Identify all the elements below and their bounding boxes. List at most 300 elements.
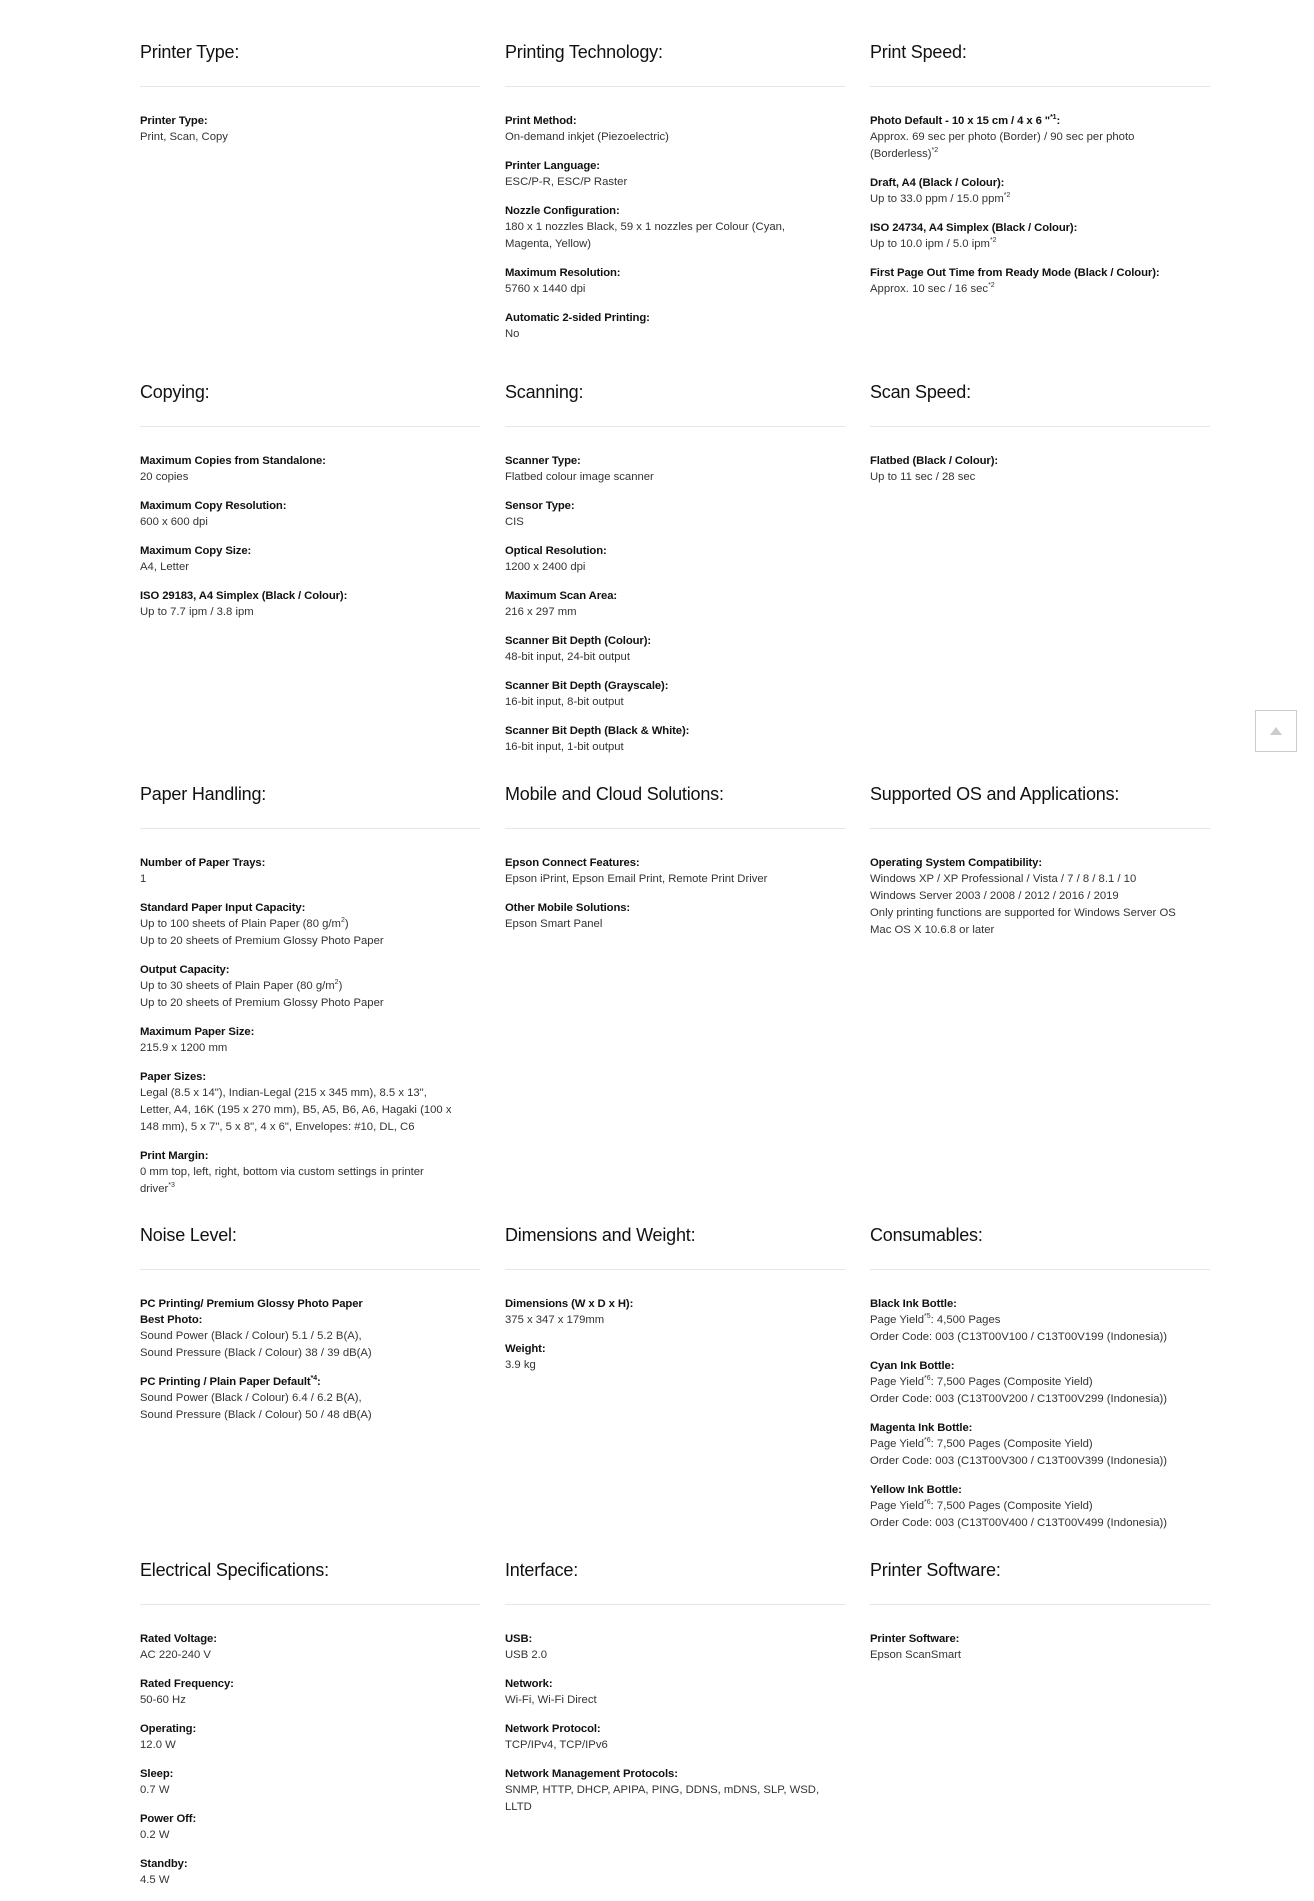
section-divider bbox=[870, 426, 1210, 427]
spec-item bbox=[140, 855, 480, 888]
spec-label bbox=[505, 453, 845, 469]
spec-item bbox=[140, 113, 480, 146]
section-divider bbox=[140, 426, 480, 427]
section-divider bbox=[870, 828, 1210, 829]
spec-value: Up to 7.7 ipm / 3.8 ipm bbox=[140, 606, 254, 618]
spec-value: 216 x 297 mm bbox=[505, 606, 577, 618]
spec-value: 0.2 W bbox=[140, 1829, 170, 1841]
spec-section bbox=[140, 40, 505, 355]
spec-section bbox=[140, 1223, 505, 1544]
spec-label bbox=[870, 113, 1210, 129]
spec-value: 1 bbox=[140, 873, 147, 885]
footnote-ref: *2 bbox=[931, 147, 939, 155]
spec-value: LLTD bbox=[505, 1801, 532, 1813]
spec-value: Order Code: 003 (C13T00V200 / C13T00V299 (Indonesia)) bbox=[870, 1393, 1168, 1405]
label-text: Photo Default - 10 x 15 cm / 4 x 6 " bbox=[870, 115, 1051, 127]
spec-value bbox=[140, 916, 480, 933]
section-divider bbox=[870, 1269, 1210, 1270]
section-title: Noise Level: bbox=[140, 1225, 237, 1245]
spec-item bbox=[140, 1721, 480, 1754]
spec-value: Epson iPrint, Epson Email Print, Remote Print Driver bbox=[505, 873, 768, 885]
spec-item bbox=[870, 1482, 1210, 1532]
footnote-ref: 2 bbox=[340, 917, 345, 925]
spec-label bbox=[140, 1811, 480, 1827]
spec-item bbox=[140, 1148, 480, 1198]
spec-label: Best Photo: bbox=[140, 1314, 203, 1326]
spec-section bbox=[505, 1223, 870, 1544]
label-text: Epson Connect Features: bbox=[505, 857, 640, 869]
spec-label bbox=[505, 543, 845, 559]
label-text: Paper Sizes: bbox=[140, 1071, 206, 1083]
label-text: Print Margin: bbox=[140, 1150, 209, 1162]
section-divider bbox=[870, 86, 1210, 87]
spec-value bbox=[870, 281, 1210, 298]
spec-item bbox=[870, 1358, 1210, 1408]
spec-item bbox=[505, 113, 845, 146]
text-part: (Borderless) bbox=[870, 148, 932, 160]
spec-value: Up to 20 sheets of Premium Glossy Photo Paper bbox=[140, 997, 384, 1009]
label-text: ISO 29183, A4 Simplex (Black / Colour): bbox=[140, 590, 348, 602]
text-part: ) bbox=[338, 980, 343, 992]
spec-section bbox=[505, 1558, 870, 1901]
label-text: Black Ink Bottle: bbox=[870, 1298, 957, 1310]
label-text: Operating System Compatibility: bbox=[870, 857, 1043, 869]
spec-value: Up to 11 sec / 28 sec bbox=[870, 471, 976, 483]
spec-item bbox=[140, 1766, 480, 1799]
spec-value: Sound Power (Black / Colour) 5.1 / 5.2 B(A), bbox=[140, 1330, 362, 1342]
label-text: Maximum Scan Area: bbox=[505, 590, 618, 602]
spec-label bbox=[505, 678, 845, 694]
spec-value: Sound Power (Black / Colour) 6.4 / 6.2 B(A), bbox=[140, 1392, 362, 1404]
spec-label bbox=[140, 453, 480, 469]
spec-label bbox=[140, 962, 480, 978]
text-part: : 7,500 Pages (Composite Yield) bbox=[930, 1500, 1093, 1512]
footnote-ref: 2 bbox=[334, 979, 339, 987]
section-divider bbox=[505, 828, 845, 829]
label-text: PC Printing/ Premium Glossy Photo Paper bbox=[140, 1298, 363, 1310]
section-title: Printer Type: bbox=[140, 42, 240, 62]
section-title: Interface: bbox=[505, 1560, 579, 1580]
spec-value: 3.9 kg bbox=[505, 1359, 536, 1371]
spec-label bbox=[505, 1721, 845, 1737]
spec-label bbox=[140, 113, 480, 129]
spec-value bbox=[870, 1374, 1210, 1391]
spec-label bbox=[505, 1676, 845, 1692]
spec-item bbox=[505, 855, 845, 888]
text-part: Up to 10.0 ipm / 5.0 ipm bbox=[870, 238, 990, 250]
spec-value: Order Code: 003 (C13T00V100 / C13T00V199 (Indonesia)) bbox=[870, 1331, 1168, 1343]
label-text: PC Printing / Plain Paper Default bbox=[140, 1376, 311, 1388]
spec-value: 215.9 x 1200 mm bbox=[140, 1042, 228, 1054]
spec-label bbox=[505, 633, 845, 649]
spec-label bbox=[140, 1721, 480, 1737]
section-divider bbox=[505, 86, 845, 87]
spec-value: Sound Pressure (Black / Colour) 38 / 39 dB(A) bbox=[140, 1347, 372, 1359]
spec-item bbox=[505, 543, 845, 576]
back-to-top-button[interactable] bbox=[1255, 710, 1297, 752]
spec-label bbox=[505, 1631, 845, 1647]
spec-value: Windows Server 2003 / 2008 / 2012 / 2016 / 2019 bbox=[870, 890, 1119, 902]
spec-value: 50-60 Hz bbox=[140, 1694, 186, 1706]
label-text: ISO 24734, A4 Simplex (Black / Colour): bbox=[870, 222, 1078, 234]
spec-label bbox=[505, 900, 845, 916]
spec-label bbox=[505, 1296, 845, 1312]
spec-label bbox=[140, 855, 480, 871]
label-text: Scanner Bit Depth (Grayscale): bbox=[505, 680, 669, 692]
spec-section bbox=[870, 380, 1210, 768]
section-title: Scan Speed: bbox=[870, 382, 971, 402]
spec-value: No bbox=[505, 328, 520, 340]
spec-label bbox=[505, 310, 845, 326]
spec-label bbox=[505, 265, 845, 281]
spec-item bbox=[505, 588, 845, 621]
spec-value: 180 x 1 nozzles Black, 59 x 1 nozzles per Colour (Cyan, bbox=[505, 221, 786, 233]
spec-item bbox=[140, 1069, 480, 1136]
spec-value bbox=[140, 1181, 480, 1198]
label-text: Sleep: bbox=[140, 1768, 174, 1780]
spec-label bbox=[140, 1856, 480, 1872]
spec-section bbox=[140, 782, 505, 1210]
label-text: USB: bbox=[505, 1633, 533, 1645]
spec-value: Order Code: 003 (C13T00V400 / C13T00V499 (Indonesia)) bbox=[870, 1517, 1168, 1529]
spec-item bbox=[870, 1296, 1210, 1346]
section-divider bbox=[140, 1269, 480, 1270]
spec-value: ESC/P-R, ESC/P Raster bbox=[505, 176, 628, 188]
label-text: Yellow Ink Bottle: bbox=[870, 1484, 962, 1496]
spec-label bbox=[870, 1296, 1210, 1312]
spec-value: Legal (8.5 x 14"), Indian-Legal (215 x 345 mm), 8.5 x 13", bbox=[140, 1087, 427, 1099]
spec-label bbox=[505, 203, 845, 219]
spec-value: 48-bit input, 24-bit output bbox=[505, 651, 630, 663]
label-text: Flatbed (Black / Colour): bbox=[870, 455, 999, 467]
footnote-ref: *6 bbox=[924, 1437, 931, 1445]
spec-item bbox=[140, 962, 480, 1012]
label-text: Number of Paper Trays: bbox=[140, 857, 266, 869]
text-part: : 4,500 Pages bbox=[930, 1314, 1001, 1326]
label-text: Optical Resolution: bbox=[505, 545, 607, 557]
spec-value bbox=[870, 1312, 1210, 1329]
section-title: Paper Handling: bbox=[140, 784, 267, 804]
spec-item bbox=[505, 723, 845, 756]
section-title: Electrical Specifications: bbox=[140, 1560, 329, 1580]
spec-label bbox=[870, 1482, 1210, 1498]
label-text: Maximum Paper Size: bbox=[140, 1026, 255, 1038]
spec-value: Print, Scan, Copy bbox=[140, 131, 228, 143]
spec-section bbox=[870, 1223, 1210, 1544]
footnote-ref: *3 bbox=[168, 1182, 175, 1190]
footnote-ref: *5 bbox=[924, 1313, 931, 1321]
label-text: Operating: bbox=[140, 1723, 197, 1735]
label-text: Printer Software: bbox=[870, 1633, 960, 1645]
section-divider bbox=[140, 86, 480, 87]
spec-item bbox=[140, 1856, 480, 1889]
spec-value bbox=[870, 146, 1210, 163]
spec-item bbox=[505, 310, 845, 343]
spec-label bbox=[870, 175, 1210, 191]
text-part: Page Yield bbox=[870, 1500, 925, 1512]
spec-label bbox=[140, 900, 480, 916]
spec-label bbox=[140, 1676, 480, 1692]
spec-value: Epson ScanSmart bbox=[870, 1649, 962, 1661]
spec-item bbox=[505, 1676, 845, 1709]
label-text: Maximum Resolution: bbox=[505, 267, 621, 279]
spec-value: On-demand inkjet (Piezoelectric) bbox=[505, 131, 669, 143]
label-text: Maximum Copy Size: bbox=[140, 545, 252, 557]
spec-item bbox=[505, 498, 845, 531]
spec-value: Only printing functions are supported for Windows Server OS bbox=[870, 907, 1176, 919]
text-part: Page Yield bbox=[870, 1438, 925, 1450]
spec-value: AC 220-240 V bbox=[140, 1649, 211, 1661]
label-text: Magenta Ink Bottle: bbox=[870, 1422, 973, 1434]
spec-value: 16-bit input, 1-bit output bbox=[505, 741, 624, 753]
spec-item bbox=[140, 453, 480, 486]
spec-value: SNMP, HTTP, DHCP, APIPA, PING, DDNS, mDNS, SLP, WSD, bbox=[505, 1784, 820, 1796]
section-divider bbox=[140, 1604, 480, 1605]
spec-item bbox=[140, 498, 480, 531]
spec-label bbox=[140, 1069, 480, 1085]
label-text: Rated Voltage: bbox=[140, 1633, 217, 1645]
spec-label bbox=[505, 588, 845, 604]
label-text: Printer Type: bbox=[140, 115, 208, 127]
spec-label bbox=[870, 453, 1210, 469]
text-part: driver bbox=[140, 1183, 169, 1195]
spec-label bbox=[140, 1766, 480, 1782]
spec-label bbox=[505, 1766, 845, 1782]
spec-row bbox=[140, 1223, 1210, 1544]
spec-item bbox=[870, 453, 1210, 486]
spec-item bbox=[140, 543, 480, 576]
spec-item bbox=[870, 175, 1210, 208]
spec-label bbox=[140, 1374, 480, 1390]
spec-value: Approx. 69 sec per photo (Border) / 90 sec per photo bbox=[870, 131, 1135, 143]
spec-section bbox=[870, 1558, 1210, 1901]
label-text: Output Capacity: bbox=[140, 964, 230, 976]
label-text: Printer Language: bbox=[505, 160, 600, 172]
spec-item bbox=[870, 265, 1210, 298]
label-text: Sensor Type: bbox=[505, 500, 575, 512]
spec-value: Up to 20 sheets of Premium Glossy Photo Paper bbox=[140, 935, 384, 947]
spec-label bbox=[505, 498, 845, 514]
spec-value: 20 copies bbox=[140, 471, 189, 483]
spec-value: Letter, A4, 16K (195 x 270 mm), B5, A5, B6, A6, Hagaki (100 x bbox=[140, 1104, 452, 1116]
spec-item bbox=[870, 1631, 1210, 1664]
spec-item bbox=[140, 588, 480, 621]
spec-value: 375 x 347 x 179mm bbox=[505, 1314, 605, 1326]
spec-value: 12.0 W bbox=[140, 1739, 176, 1751]
section-title: Supported OS and Applications: bbox=[870, 784, 1120, 804]
spec-item bbox=[870, 855, 1210, 939]
label-text: Scanner Bit Depth (Colour): bbox=[505, 635, 652, 647]
label-text: Print Method: bbox=[505, 115, 577, 127]
spec-value bbox=[870, 1498, 1210, 1515]
section-title: Dimensions and Weight: bbox=[505, 1225, 696, 1245]
spec-item bbox=[505, 1631, 845, 1664]
spec-section bbox=[505, 40, 870, 355]
spec-item bbox=[505, 1766, 845, 1816]
footnote-ref: *6 bbox=[924, 1499, 931, 1507]
section-divider bbox=[505, 1269, 845, 1270]
footnote-ref: *4 bbox=[310, 1375, 317, 1383]
spec-value: 4.5 W bbox=[140, 1874, 170, 1886]
spec-value: 0 mm top, left, right, bottom via custom settings in printer bbox=[140, 1166, 424, 1178]
spec-value bbox=[870, 191, 1210, 208]
spec-section bbox=[870, 40, 1210, 355]
spec-item bbox=[505, 678, 845, 711]
label-text: Network: bbox=[505, 1678, 553, 1690]
spec-value: Wi-Fi, Wi-Fi Direct bbox=[505, 1694, 597, 1706]
spec-label bbox=[870, 265, 1210, 281]
spec-value: TCP/IPv4, TCP/IPv6 bbox=[505, 1739, 608, 1751]
spec-value bbox=[870, 1436, 1210, 1453]
text-part: Up to 100 sheets of Plain Paper (80 g/m bbox=[140, 918, 341, 930]
spec-item bbox=[140, 1024, 480, 1057]
text-part: Up to 30 sheets of Plain Paper (80 g/m bbox=[140, 980, 335, 992]
spec-row bbox=[140, 1558, 1210, 1901]
spec-item bbox=[140, 1296, 480, 1362]
label-text: Scanner Bit Depth (Black & White): bbox=[505, 725, 690, 737]
spec-value: Epson Smart Panel bbox=[505, 918, 603, 930]
spec-value: Flatbed colour image scanner bbox=[505, 471, 654, 483]
spec-label bbox=[505, 1341, 845, 1357]
label-text: Network Protocol: bbox=[505, 1723, 601, 1735]
spec-value: 148 mm), 5 x 7", 5 x 8", 4 x 6", Envelopes: #10, DL, C6 bbox=[140, 1121, 415, 1133]
spec-section bbox=[505, 782, 870, 1210]
spec-label bbox=[505, 158, 845, 174]
text-part: Up to 33.0 ppm / 15.0 ppm bbox=[870, 193, 1004, 205]
spec-value: A4, Letter bbox=[140, 561, 189, 573]
footnote-ref: *2 bbox=[989, 237, 997, 245]
label-text: : bbox=[1056, 115, 1061, 127]
spec-item bbox=[505, 1296, 845, 1329]
section-divider bbox=[505, 426, 845, 427]
section-title: Printing Technology: bbox=[505, 42, 663, 62]
spec-section bbox=[140, 380, 505, 768]
spec-label bbox=[140, 1631, 480, 1647]
spec-value: 5760 x 1440 dpi bbox=[505, 283, 586, 295]
section-title: Printer Software: bbox=[870, 1560, 1001, 1580]
label-text: Maximum Copy Resolution: bbox=[140, 500, 287, 512]
spec-label bbox=[140, 1024, 480, 1040]
spec-item bbox=[505, 203, 845, 253]
text-part: ) bbox=[344, 918, 349, 930]
spec-label bbox=[870, 1631, 1210, 1647]
spec-label bbox=[140, 543, 480, 559]
label-text: Dimensions (W x D x H): bbox=[505, 1298, 634, 1310]
spec-item bbox=[140, 900, 480, 950]
footnote-ref: *2 bbox=[988, 282, 995, 290]
label-text: Scanner Type: bbox=[505, 455, 581, 467]
label-text: Nozzle Configuration: bbox=[505, 205, 620, 217]
footnote-ref: *2 bbox=[1003, 192, 1011, 200]
spec-value: 16-bit input, 8-bit output bbox=[505, 696, 624, 708]
spec-section bbox=[505, 380, 870, 768]
text-part: Approx. 10 sec / 16 sec bbox=[870, 283, 989, 295]
spec-item bbox=[505, 1341, 845, 1374]
spec-value bbox=[870, 236, 1210, 253]
spec-value: Windows XP / XP Professional / Vista / 7 / 8 / 8.1 / 10 bbox=[870, 873, 1137, 885]
spec-item bbox=[870, 113, 1210, 163]
spec-item bbox=[505, 265, 845, 298]
label-text: : bbox=[317, 1376, 321, 1388]
spec-label bbox=[505, 723, 845, 739]
spec-value: 1200 x 2400 dpi bbox=[505, 561, 586, 573]
spec-item bbox=[870, 1420, 1210, 1470]
label-text: Network Management Protocols: bbox=[505, 1768, 678, 1780]
spec-row bbox=[140, 782, 1210, 1210]
spec-label bbox=[505, 113, 845, 129]
label-text: Other Mobile Solutions: bbox=[505, 902, 631, 914]
label-text: Power Off: bbox=[140, 1813, 197, 1825]
spec-value: USB 2.0 bbox=[505, 1649, 548, 1661]
spec-label bbox=[870, 220, 1210, 236]
section-title: Print Speed: bbox=[870, 42, 967, 62]
spec-row bbox=[140, 380, 1210, 768]
section-divider bbox=[505, 1604, 845, 1605]
spec-value: Mac OS X 10.6.8 or later bbox=[870, 924, 995, 936]
spec-section bbox=[140, 1558, 505, 1901]
spec-value: 600 x 600 dpi bbox=[140, 516, 208, 528]
text-part: Page Yield bbox=[870, 1314, 925, 1326]
label-text: Standby: bbox=[140, 1858, 188, 1870]
spec-section bbox=[870, 782, 1210, 1210]
text-part: Page Yield bbox=[870, 1376, 925, 1388]
spec-value: Sound Pressure (Black / Colour) 50 / 48 dB(A) bbox=[140, 1409, 372, 1421]
label-text: Maximum Copies from Standalone: bbox=[140, 455, 326, 467]
spec-item bbox=[505, 453, 845, 486]
spec-label bbox=[870, 855, 1210, 871]
spec-label bbox=[140, 588, 480, 604]
spec-row bbox=[140, 40, 1210, 355]
spec-item bbox=[140, 1374, 480, 1424]
label-text: Cyan Ink Bottle: bbox=[870, 1360, 955, 1372]
label-text: Automatic 2-sided Printing: bbox=[505, 312, 650, 324]
section-title: Mobile and Cloud Solutions: bbox=[505, 784, 724, 804]
spec-item bbox=[505, 900, 845, 933]
spec-label bbox=[140, 1148, 480, 1164]
footnote-ref: *1 bbox=[1050, 114, 1057, 122]
spec-value: CIS bbox=[505, 516, 524, 528]
spec-label bbox=[505, 855, 845, 871]
label-text: First Page Out Time from Ready Mode (Black / Colour): bbox=[870, 267, 1160, 279]
label-text: Draft, A4 (Black / Colour): bbox=[870, 177, 1005, 189]
footnote-ref: *6 bbox=[924, 1375, 931, 1383]
triangle-up-icon bbox=[1270, 727, 1282, 735]
spec-item bbox=[140, 1676, 480, 1709]
spec-value: Magenta, Yellow) bbox=[505, 238, 592, 250]
spec-item bbox=[505, 633, 845, 666]
label-text: Weight: bbox=[505, 1343, 546, 1355]
label-text: Rated Frequency: bbox=[140, 1678, 234, 1690]
label-text: Standard Paper Input Capacity: bbox=[140, 902, 306, 914]
spec-label bbox=[870, 1420, 1210, 1436]
section-divider bbox=[140, 828, 480, 829]
spec-label bbox=[140, 498, 480, 514]
text-part: : 7,500 Pages (Composite Yield) bbox=[930, 1438, 1093, 1450]
spec-item bbox=[140, 1631, 480, 1664]
section-title: Scanning: bbox=[505, 382, 584, 402]
section-divider bbox=[870, 1604, 1210, 1605]
text-part: : 7,500 Pages (Composite Yield) bbox=[930, 1376, 1093, 1388]
spec-item bbox=[505, 158, 845, 191]
spec-label bbox=[140, 1296, 480, 1312]
spec-value: Order Code: 003 (C13T00V300 / C13T00V399 (Indonesia)) bbox=[870, 1455, 1168, 1467]
spec-item bbox=[140, 1811, 480, 1844]
spec-item bbox=[870, 220, 1210, 253]
spec-item bbox=[505, 1721, 845, 1754]
spec-value: 0.7 W bbox=[140, 1784, 170, 1796]
section-title: Consumables: bbox=[870, 1225, 983, 1245]
spec-value bbox=[140, 978, 480, 995]
